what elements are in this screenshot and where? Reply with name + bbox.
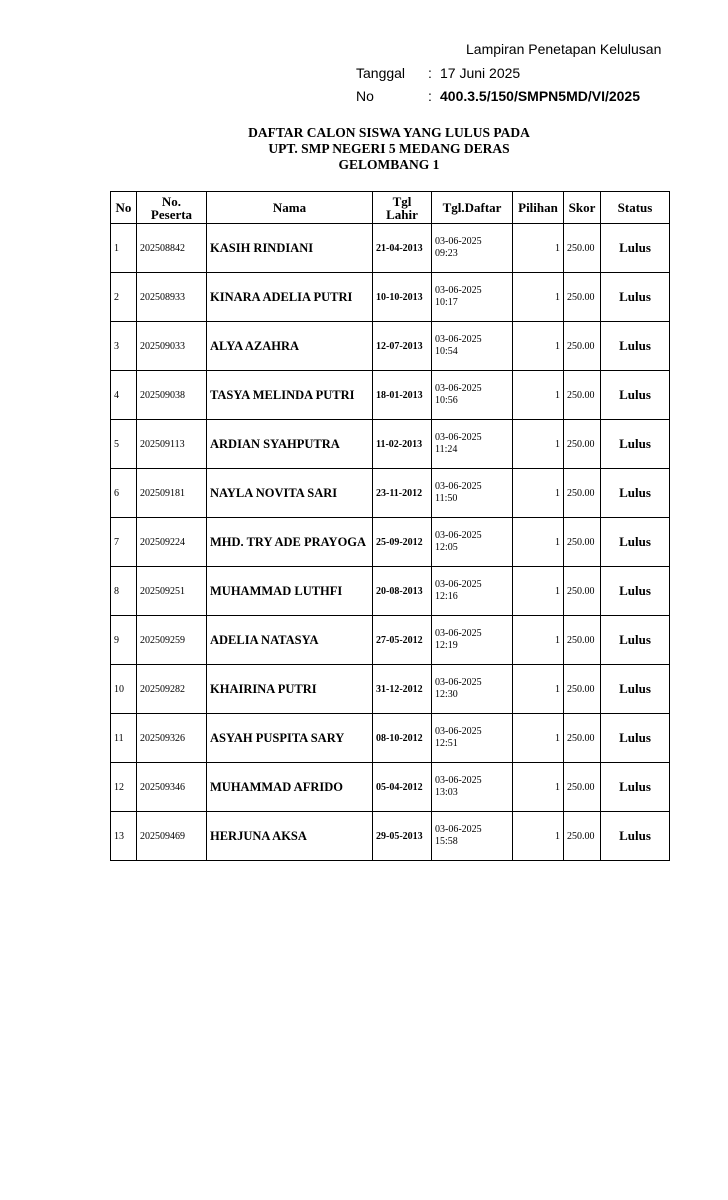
cell-participant-number: 202509282 bbox=[137, 665, 207, 714]
table-row bbox=[111, 224, 670, 273]
cell-birth-date: 05-04-2012 bbox=[373, 763, 432, 812]
table-row bbox=[111, 518, 670, 567]
registration-date: 03-06-2025 bbox=[435, 530, 482, 541]
cell-participant-number: 202508842 bbox=[137, 224, 207, 273]
cell-name: MUHAMMAD AFRIDO bbox=[207, 763, 373, 812]
cell-name: ASYAH PUSPITA SARY bbox=[207, 714, 373, 763]
registration-date: 03-06-2025 bbox=[435, 628, 482, 639]
cell-no: 6 bbox=[111, 469, 137, 518]
registration-time: 09:23 bbox=[435, 248, 458, 259]
cell-status: Lulus bbox=[601, 567, 670, 616]
registration-time: 12:05 bbox=[435, 542, 458, 553]
header-birth-line-2: Lahir bbox=[386, 206, 418, 222]
cell-score: 250.00 bbox=[564, 420, 601, 469]
header-participant-line-1: No. bbox=[161, 193, 182, 209]
cell-registration-date bbox=[432, 371, 513, 420]
cell-status: Lulus bbox=[601, 812, 670, 861]
cell-score: 250.00 bbox=[564, 224, 601, 273]
cell-name: ARDIAN SYAHPUTRA bbox=[207, 420, 373, 469]
cell-participant-number: 202509224 bbox=[137, 518, 207, 567]
cell-choice: 1 bbox=[513, 812, 564, 861]
cell-birth-date: 23-11-2012 bbox=[373, 469, 432, 518]
cell-registration-date bbox=[432, 518, 513, 567]
date-label: Tanggal bbox=[356, 65, 406, 81]
cell-score: 250.00 bbox=[564, 714, 601, 763]
cell-choice: 1 bbox=[513, 420, 564, 469]
registration-time: 15:58 bbox=[435, 836, 458, 847]
cell-choice: 1 bbox=[513, 763, 564, 812]
cell-participant-number: 202509326 bbox=[137, 714, 207, 763]
cell-registration-date bbox=[432, 714, 513, 763]
cell-name: MHD. TRY ADE PRAYOGA bbox=[207, 518, 373, 567]
cell-no: 11 bbox=[111, 714, 137, 763]
cell-no: 13 bbox=[111, 812, 137, 861]
header-score: Skor bbox=[564, 192, 601, 224]
cell-birth-date: 25-09-2012 bbox=[373, 518, 432, 567]
cell-name: KINARA ADELIA PUTRI bbox=[207, 273, 373, 322]
registration-date: 03-06-2025 bbox=[435, 481, 482, 492]
cell-no: 2 bbox=[111, 273, 137, 322]
cell-status: Lulus bbox=[601, 322, 670, 371]
registration-date: 03-06-2025 bbox=[435, 285, 482, 296]
cell-choice: 1 bbox=[513, 665, 564, 714]
cell-status: Lulus bbox=[601, 420, 670, 469]
cell-birth-date: 31-12-2012 bbox=[373, 665, 432, 714]
cell-birth-date: 08-10-2012 bbox=[373, 714, 432, 763]
cell-name: TASYA MELINDA PUTRI bbox=[207, 371, 373, 420]
registration-date: 03-06-2025 bbox=[435, 334, 482, 345]
cell-no: 9 bbox=[111, 616, 137, 665]
graduates-table bbox=[110, 191, 670, 861]
registration-date: 03-06-2025 bbox=[435, 726, 482, 737]
cell-birth-date: 29-05-2013 bbox=[373, 812, 432, 861]
cell-status: Lulus bbox=[601, 273, 670, 322]
cell-no: 8 bbox=[111, 567, 137, 616]
registration-date: 03-06-2025 bbox=[435, 824, 482, 835]
registration-time: 12:30 bbox=[435, 689, 458, 700]
table-row bbox=[111, 665, 670, 714]
table-row bbox=[111, 322, 670, 371]
cell-no: 7 bbox=[111, 518, 137, 567]
table-row bbox=[111, 371, 670, 420]
cell-no: 5 bbox=[111, 420, 137, 469]
cell-choice: 1 bbox=[513, 567, 564, 616]
cell-no: 10 bbox=[111, 665, 137, 714]
cell-name: ALYA AZAHRA bbox=[207, 322, 373, 371]
cell-status: Lulus bbox=[601, 714, 670, 763]
title-line-3: GELOMBANG 1 bbox=[338, 157, 440, 172]
registration-date: 03-06-2025 bbox=[435, 383, 482, 394]
header-birth-date bbox=[373, 192, 432, 224]
cell-name: KHAIRINA PUTRI bbox=[207, 665, 373, 714]
header-birth-line-1: Tgl bbox=[392, 193, 412, 209]
table-row bbox=[111, 469, 670, 518]
document-title bbox=[110, 125, 668, 173]
cell-score: 250.00 bbox=[564, 567, 601, 616]
cell-choice: 1 bbox=[513, 518, 564, 567]
table-row bbox=[111, 273, 670, 322]
cell-registration-date bbox=[432, 665, 513, 714]
registration-time: 12:19 bbox=[435, 640, 458, 651]
registration-time: 10:54 bbox=[435, 346, 458, 357]
cell-score: 250.00 bbox=[564, 763, 601, 812]
cell-choice: 1 bbox=[513, 273, 564, 322]
cell-registration-date bbox=[432, 273, 513, 322]
cell-score: 250.00 bbox=[564, 616, 601, 665]
cell-name: HERJUNA AKSA bbox=[207, 812, 373, 861]
date-value: 17 Juni 2025 bbox=[440, 65, 521, 81]
cell-status: Lulus bbox=[601, 616, 670, 665]
cell-birth-date: 10-10-2013 bbox=[373, 273, 432, 322]
cell-registration-date bbox=[432, 812, 513, 861]
table-row bbox=[111, 616, 670, 665]
cell-registration-date bbox=[432, 224, 513, 273]
cell-name: KASIH RINDIANI bbox=[207, 224, 373, 273]
cell-status: Lulus bbox=[601, 469, 670, 518]
cell-registration-date bbox=[432, 420, 513, 469]
cell-no: 12 bbox=[111, 763, 137, 812]
header-registration-date: Tgl.Daftar bbox=[432, 192, 513, 224]
registration-time: 13:03 bbox=[435, 787, 458, 798]
cell-no: 3 bbox=[111, 322, 137, 371]
header-participant-number bbox=[137, 192, 207, 224]
cell-birth-date: 20-08-2013 bbox=[373, 567, 432, 616]
cell-no: 4 bbox=[111, 371, 137, 420]
cell-registration-date bbox=[432, 322, 513, 371]
table-row bbox=[111, 812, 670, 861]
number-value: 400.3.5/150/SMPN5MD/VI/2025 bbox=[440, 88, 641, 104]
number-separator: : bbox=[428, 88, 432, 104]
cell-choice: 1 bbox=[513, 616, 564, 665]
cell-choice: 1 bbox=[513, 469, 564, 518]
cell-status: Lulus bbox=[601, 518, 670, 567]
cell-birth-date: 12-07-2013 bbox=[373, 322, 432, 371]
table-header-row bbox=[111, 192, 670, 224]
cell-participant-number: 202509033 bbox=[137, 322, 207, 371]
cell-name: NAYLA NOVITA SARI bbox=[207, 469, 373, 518]
cell-participant-number: 202509181 bbox=[137, 469, 207, 518]
cell-birth-date: 27-05-2012 bbox=[373, 616, 432, 665]
header-choice: Pilihan bbox=[513, 192, 564, 224]
cell-participant-number: 202509346 bbox=[137, 763, 207, 812]
cell-score: 250.00 bbox=[564, 469, 601, 518]
cell-choice: 1 bbox=[513, 371, 564, 420]
cell-no: 1 bbox=[111, 224, 137, 273]
cell-registration-date bbox=[432, 763, 513, 812]
registration-date: 03-06-2025 bbox=[435, 677, 482, 688]
table-row bbox=[111, 714, 670, 763]
registration-date: 03-06-2025 bbox=[435, 775, 482, 786]
registration-date: 03-06-2025 bbox=[435, 236, 482, 247]
cell-choice: 1 bbox=[513, 322, 564, 371]
header-name: Nama bbox=[207, 192, 373, 224]
registration-date: 03-06-2025 bbox=[435, 579, 482, 590]
title-line-1: DAFTAR CALON SISWA YANG LULUS PADA bbox=[248, 125, 530, 140]
cell-registration-date bbox=[432, 616, 513, 665]
table-row bbox=[111, 567, 670, 616]
cell-birth-date: 18-01-2013 bbox=[373, 371, 432, 420]
header-no: No bbox=[111, 192, 137, 224]
registration-time: 12:16 bbox=[435, 591, 458, 602]
registration-time: 12:51 bbox=[435, 738, 458, 749]
table-row bbox=[111, 420, 670, 469]
cell-participant-number: 202509469 bbox=[137, 812, 207, 861]
title-line-2: UPT. SMP NEGERI 5 MEDANG DERAS bbox=[268, 141, 510, 156]
cell-score: 250.00 bbox=[564, 273, 601, 322]
registration-time: 10:56 bbox=[435, 395, 458, 406]
date-separator: : bbox=[428, 65, 432, 81]
cell-birth-date: 11-02-2013 bbox=[373, 420, 432, 469]
cell-registration-date bbox=[432, 469, 513, 518]
cell-score: 250.00 bbox=[564, 518, 601, 567]
cell-score: 250.00 bbox=[564, 322, 601, 371]
cell-status: Lulus bbox=[601, 763, 670, 812]
registration-time: 11:50 bbox=[435, 493, 458, 504]
cell-status: Lulus bbox=[601, 224, 670, 273]
cell-name: MUHAMMAD LUTHFI bbox=[207, 567, 373, 616]
cell-participant-number: 202509251 bbox=[137, 567, 207, 616]
cell-registration-date bbox=[432, 567, 513, 616]
cell-choice: 1 bbox=[513, 224, 564, 273]
cell-status: Lulus bbox=[601, 665, 670, 714]
cell-score: 250.00 bbox=[564, 665, 601, 714]
cell-participant-number: 202509038 bbox=[137, 371, 207, 420]
cell-name: ADELIA NATASYA bbox=[207, 616, 373, 665]
cell-score: 250.00 bbox=[564, 371, 601, 420]
header-participant-line-2: Peserta bbox=[150, 206, 193, 222]
registration-time: 10:17 bbox=[435, 297, 458, 308]
cell-choice: 1 bbox=[513, 714, 564, 763]
cell-status: Lulus bbox=[601, 371, 670, 420]
cell-birth-date: 21-04-2013 bbox=[373, 224, 432, 273]
table-row bbox=[111, 763, 670, 812]
registration-date: 03-06-2025 bbox=[435, 432, 482, 443]
header-status: Status bbox=[601, 192, 670, 224]
cell-participant-number: 202509259 bbox=[137, 616, 207, 665]
cell-score: 250.00 bbox=[564, 812, 601, 861]
number-label: No bbox=[356, 88, 374, 104]
cell-participant-number: 202509113 bbox=[137, 420, 207, 469]
registration-time: 11:24 bbox=[435, 444, 458, 455]
annex-title: Lampiran Penetapan Kelulusan bbox=[466, 41, 662, 57]
cell-participant-number: 202508933 bbox=[137, 273, 207, 322]
